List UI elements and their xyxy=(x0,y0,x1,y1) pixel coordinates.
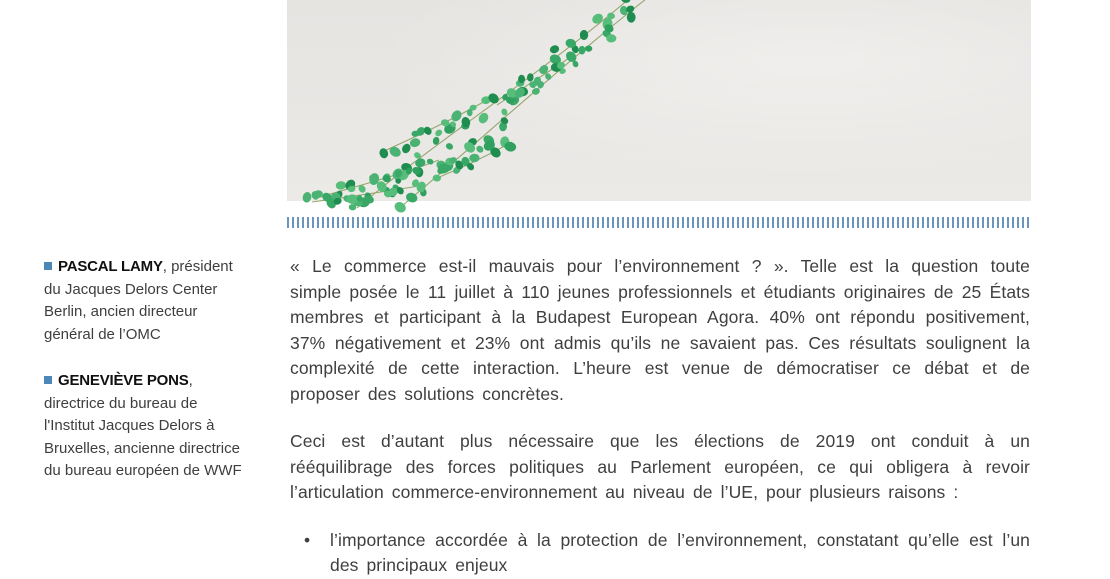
tick-separator xyxy=(287,217,1031,228)
paragraph-intro: « Le commerce est-il mauvais pour l’environnement ? ». Telle est la question toute simple posée le 11 juillet à 110 jeunes professionnels et étudiants originaires de 25 États membres et participant à la Budapest European Agora. 40% ont répondu positivement, 37% négativement et 23% ont admis qu’ils ne savaient pas. Ces résultats soulignent la complexité de cette interaction. L’heure est venue de démocratiser ce débat et de proposer des solutions concrètes. xyxy=(290,256,1030,404)
bullet-item-clipped xyxy=(290,528,1030,579)
hero-photo xyxy=(287,0,1031,201)
author-role: , président du Jacques Delors Center Berlin, ancien directeur général de l’OMC xyxy=(44,258,233,343)
author-block-pascal-lamy xyxy=(44,256,242,346)
author-name: GENEVIÈVE PONS xyxy=(58,372,189,389)
square-bullet-icon xyxy=(44,376,52,384)
square-bullet-icon xyxy=(44,262,52,270)
author-name: PASCAL LAMY xyxy=(58,258,163,275)
vine-illustration xyxy=(287,0,1031,201)
vine-leaves xyxy=(302,0,659,215)
article-body xyxy=(290,254,1030,579)
list-bullet-icon: • xyxy=(304,529,311,550)
author-sidebar xyxy=(44,256,242,507)
bullet-item-text: l’importance accordée à la protection de l’environnement, constatant qu’elle est l’un des principaux enjeux xyxy=(330,529,1030,575)
paragraph-elections: Ceci est d’autant plus nécessaire que les élections de 2019 ont conduit à un rééquilibrage des forces politiques au Parlement européen, ce qui obligera à revoir l’articulation commerce-environnement au niveau de l’UE, pour plusieurs raisons : xyxy=(290,431,1030,502)
author-block-genevieve-pons xyxy=(44,370,242,483)
author-role: , directrice du bureau de l'Institut Jacques Delors à Bruxelles, ancienne directrice du bureau européen de WWF xyxy=(44,372,242,479)
